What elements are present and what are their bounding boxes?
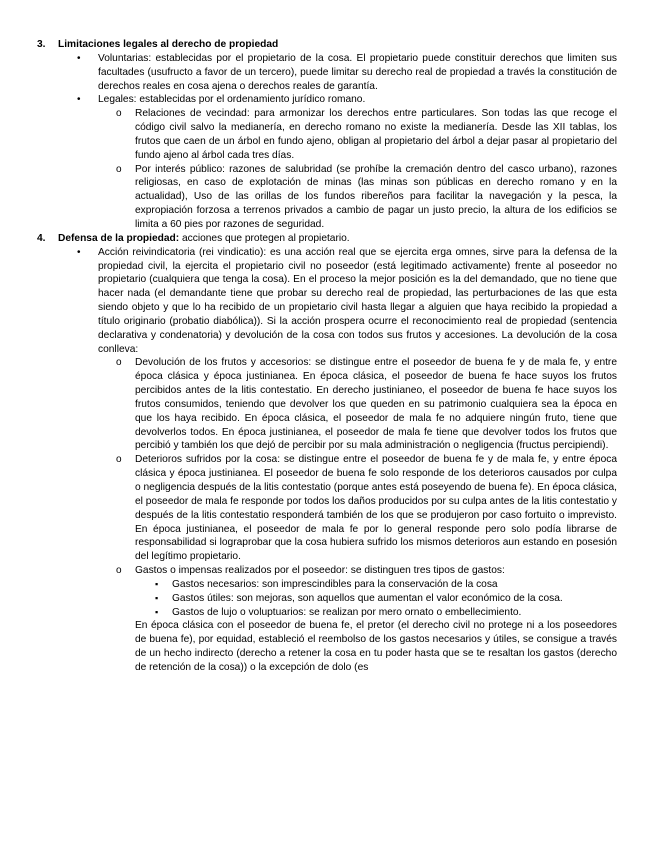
- section-3-title: Limitaciones legales al derecho de propiedad: [58, 39, 279, 50]
- square-bullet-icon: ▪: [155, 606, 159, 617]
- circle-bullet-icon: o: [116, 357, 122, 369]
- sub-list-item: [116, 163, 617, 232]
- item-text: Gastos o impensas realizados por el poseedor: se distinguen tres tipos de gastos:: [135, 565, 505, 577]
- item-text: Gastos de lujo o voluptuarios: se realizan por mero ornato o embellecimiento.: [172, 606, 522, 618]
- section-4-number: 4.: [37, 232, 46, 244]
- list-item: [77, 93, 617, 107]
- sub-sub-list-item: [155, 578, 617, 592]
- sub-list-item: [116, 356, 617, 453]
- item-text: Gastos útiles: son mejoras, son aquellos que aumentan el valor económico de la cosa.: [172, 592, 563, 604]
- sub-list-item: [116, 453, 617, 564]
- sub-list-item: [116, 107, 617, 162]
- list-item: [77, 52, 617, 94]
- list-item: [77, 246, 617, 357]
- circle-bullet-icon: o: [116, 454, 122, 466]
- bullet-icon: •: [77, 94, 81, 106]
- item-text: Gastos necesarios: son imprescindibles para la conservación de la cosa: [172, 578, 498, 590]
- square-bullet-icon: ▪: [155, 578, 159, 589]
- paragraph-continuation: En época clásica con el poseedor de buena fe, el pretor (el derecho civil no protege ni a los poseedores de buena fe), por equidad, estableció el reembolso de los gastos necesarios y útiles, se consigue a través de un hecho indirecto (derecho a retener la cosa en tu poder hasta que se te resaltan los gastos (derecho de retención de la cosa)) o la excepción de dolo (es: [135, 620, 617, 673]
- section-3-number: 3.: [37, 39, 46, 50]
- bullet-icon: •: [77, 52, 81, 64]
- circle-bullet-icon: o: [116, 108, 122, 120]
- item-text: Legales: establecidas por el ordenamiento jurídico romano.: [98, 94, 366, 106]
- section-4-lead: acciones que protegen al propietario.: [179, 232, 350, 244]
- item-text: Devolución de los frutos y accesorios: se distingue entre el poseedor de buena fe y de mala fe, y entre época clásica y época justinianea. En época clásica, el poseedor de buena fe hace suyos los frutos percibidos antes de la litis contestatio. En derecho justinianeo, el poseedor de buena fe hace suyos los frutos consumidos, teniendo que devolver los que queden en su patrimonio cualquiera sea la época en que los haya recibido. En época clásica, el poseedor de mala fe no adquiere ningún fruto, tiene que devolverlos todos. En época justinianea, el poseedor de mala fe tiene que devolver todos los frutos que percibió y también los que dejó de percibir por su mala administración o negligencia (fructus percipiendi).: [135, 357, 617, 452]
- bullet-icon: •: [77, 246, 81, 258]
- circle-bullet-icon: o: [116, 163, 122, 175]
- item-text: Por interés público: razones de salubridad (se prohíbe la cremación dentro del casco urbano), razones religiosas, en caso de explotación de minas (las minas son públicas en derecho romano y en la actualidad), Uso de las orillas de los fundos ribereños para facilitar la navegación y la pesca, la expropiación forzosa a terrenos privados a cambio de pagar un justo precio, la altura de los edificios se limita a 60 pies por razones de seguridad.: [135, 163, 617, 230]
- item-text: Relaciones de vecindad: para armonizar los derechos entre particulares. Son todas las que recoge el código civil salvo la medianería, en derecho romano no existe la medianería. Desde las XII tablas, los frutos que caen de un árbol en fundo ajeno, obligan al propietario del árbol a dejar pasar al propietario del fundo ajeno al árbol cada tres días.: [135, 108, 617, 161]
- circle-bullet-icon: o: [116, 565, 122, 577]
- sub-sub-list-item: [155, 592, 617, 606]
- section-4-heading: [0, 232, 655, 246]
- section-3-heading: [0, 38, 655, 52]
- document-page: [0, 38, 655, 675]
- sub-sub-list-item: [155, 606, 617, 620]
- item-text: Deterioros sufridos por la cosa: se distingue entre el poseedor de buena fe y de mala fe, y entre época clásica y época justinianea. El poseedor de buena fe solo responde de los deterioros causados por culpa o negligencia después de la litis contestatio (porque antes está poseyendo de buena fe). En época clásica, el poseedor de mala fe responde por todos los daños producidos por su culpa antes de la litis contestatio y después de la litis contestatio responderá también de los que se produjeron por caso fortuito o imprevisto. En época justinianea, el poseedor de mala fe por lo general responde pero solo podía librarse de responsabilidad si lograprobar que la cosa hubiera sufrido los mismos deterioros aun estando en posesión del legítimo propietario.: [135, 454, 617, 563]
- sub-list-item: [116, 564, 617, 578]
- item-text: Voluntarias: establecidas por el propietario de la cosa. El propietario puede constituir derechos que limiten sus facultades (usufructo a favor de un tercero), puede limitar su derecho real de propiedad a través la constitución de derechos reales en cosa ajena o derechos reales de garantía.: [98, 52, 617, 92]
- section-4-title: Defensa de la propiedad:: [58, 232, 180, 244]
- square-bullet-icon: ▪: [155, 592, 159, 603]
- item-text: Acción reivindicatoria (rei vindicatio): es una acción real que se ejercita erga omnes, sirve para la defensa de la propiedad civil, la ejercita el propietario civil no poseedor (está legitimado activamente) frente al poseedor no propietario (cualquiera que tenga la cosa). En el proceso la mejor posición es la del demandado, que no tiene que hacer nada (el demandante tiene que probar su derecho real de propiedad, las perturbaciones de las que esta siendo objeto y que lo ha recibido de un propietario civil hasta llegar a alguien que haya recibido la propiedad a título originario (probatio diabólica)). Si la acción prospera ocurre el reconocimiento real de propiedad (sentencia declarativa y condenatoria) y devolución de la cosa con todos sus frutos y accesiones. La devolución de la cosa conlleva:: [98, 246, 617, 355]
